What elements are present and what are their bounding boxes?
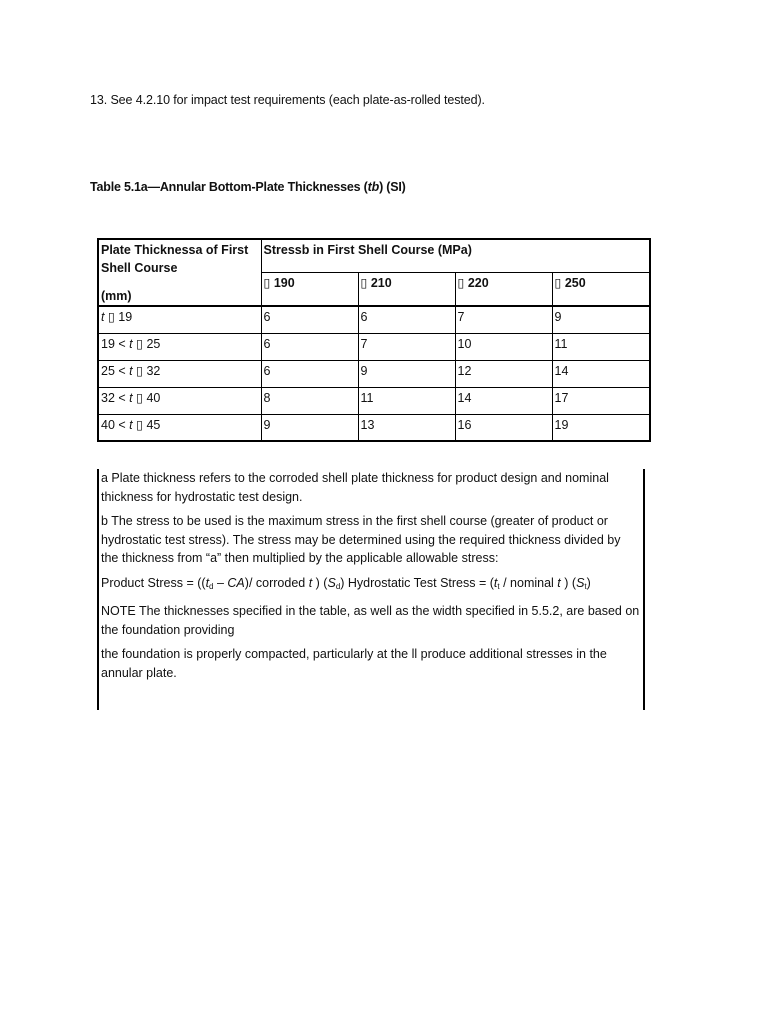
col-header-stress-250: ▯ 250 [552,273,650,307]
table-cell: 7 [455,306,552,333]
table-row [98,333,650,360]
row-label: 40 < t ▯ 45 [98,414,261,441]
footnote-foundation: the foundation is properly compacted, particularly at the ll produce additional stresses in the annular plate. [101,647,607,680]
table-cell: 9 [552,306,650,333]
table-cell: 12 [455,360,552,387]
table-cell: 17 [552,387,650,414]
table-cell: 6 [261,360,358,387]
table-row [98,360,650,387]
table-cell: 16 [455,414,552,441]
footnote-a: a Plate thickness refers to the corroded shell plate thickness for product design and nominal thickness for hydrostatic test design. [101,471,609,504]
footnote-b: b The stress to be used is the maximum stress in the first shell course (greater of product or hydrostatic test stress). The stress may be determined using the required thickness divided by the thickness from “a” then multiplied by the applicable allowable stress: [101,514,621,565]
table-cell: 11 [358,387,455,414]
col-header-stress-220: ▯ 220 [455,273,552,307]
table-cell: 6 [358,306,455,333]
row-label: 19 < t ▯ 25 [98,333,261,360]
table-cell: 8 [261,387,358,414]
table-cell: 14 [455,387,552,414]
table-cell: 11 [552,333,650,360]
table-title: Table 5.1a—Annular Bottom-Plate Thicknesses (tb) (SI) [90,180,406,194]
table-cell: 14 [552,360,650,387]
table-row [98,414,650,441]
thickness-table [97,238,651,442]
table-row [98,306,650,333]
col-header-stress-190: ▯ 190 [261,273,358,307]
table-footnotes [97,469,645,710]
table-cell: 6 [261,333,358,360]
table-row [98,387,650,414]
col-header-stress-210: ▯ 210 [358,273,455,307]
row-label: 25 < t ▯ 32 [98,360,261,387]
stress-formula: Product Stress = ($(t_d - CA)/$ corroded t ) $(S_d)$ Hydrostatic Test Stress = ($t_t$ / nominal t ) $(S_t)$ [101,575,591,591]
col-header-stress-group: Stressb in First Shell Course (MPa) [261,239,650,273]
intro-note: 13. See 4.2.10 for impact test requirements (each plate-as-rolled tested). [90,93,485,107]
table-cell: 9 [358,360,455,387]
table-cell: 7 [358,333,455,360]
table-cell: 9 [261,414,358,441]
table-cell: 10 [455,333,552,360]
table-cell: 6 [261,306,358,333]
table-cell: 13 [358,414,455,441]
row-label: t ▯ 19 [98,306,261,333]
row-label: 32 < t ▯ 40 [98,387,261,414]
col-header-plate-thickness: Plate Thicknessa of First Shell Course (mm) [98,239,261,306]
footnote-note: NOTE The thicknesses specified in the table, as well as the width specified in 5.5.2, are based on the foundation providing [101,604,640,637]
table-cell: 19 [552,414,650,441]
